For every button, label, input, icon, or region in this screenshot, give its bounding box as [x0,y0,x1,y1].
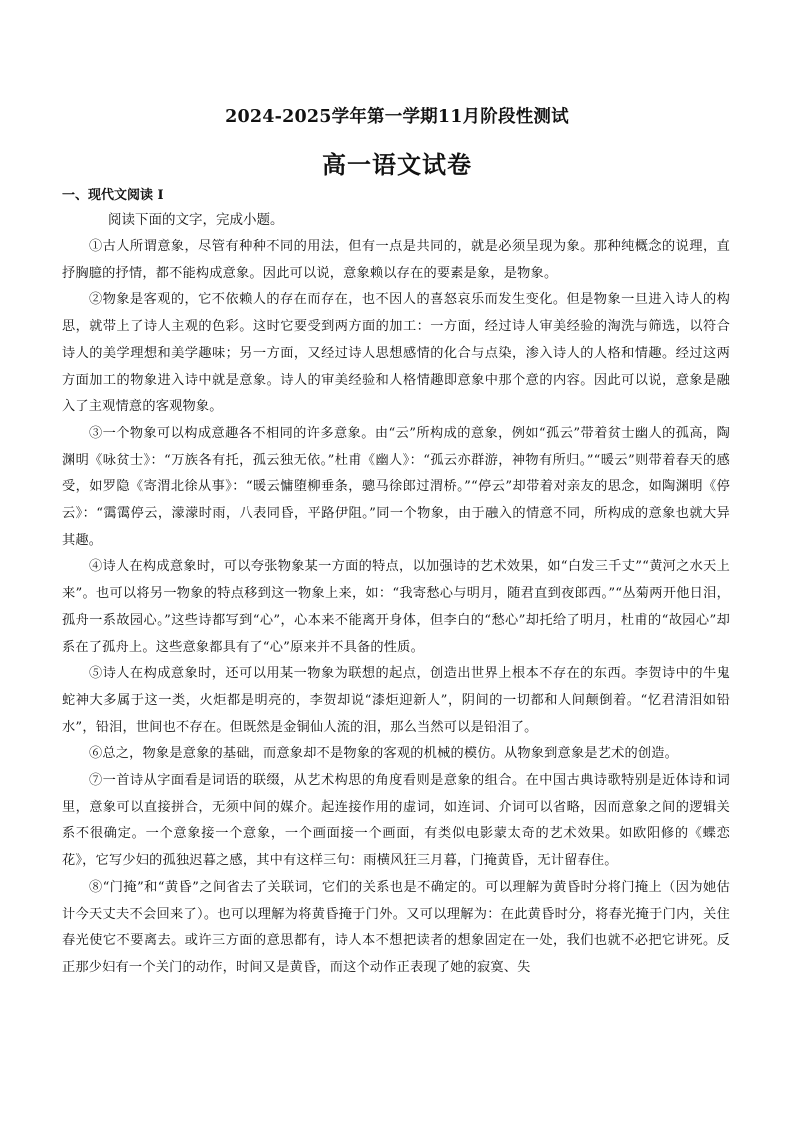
paper-title: 高一语文试卷 [322,150,472,179]
paragraph-6: ⑥总之，物象是意象的基础，而意象却不是物象的客观的机械的模仿。从物象到意象是艺术的创造。 [89,746,679,762]
section-heading: 一、现代文阅读 I [62,188,164,203]
paragraph-5: ⑤诗人在构成意象时，还可以用某一物象为联想的起点，创造出世界上根本不存在的东西。李贺诗中的牛鬼蛇神大多属于这一类，火炬都是明亮的，李贺却说“漆炬迎新人”，阴间的一切都和人间颠倒着。“忆君清泪如铅水”，铅泪，世间也不存在。但既然是金铜仙人流的泪，那么当然可以是铅泪了。 [62,666,730,735]
paragraph-4: ④诗人在构成意象时，可以夸张物象某一方面的特点，以加强诗的艺术效果，如“白发三千丈”“黄河之水天上来”。也可以将另一物象的特点移到这一物象上来，如：“我寄愁心与明月，随君直到夜郎西。”“丛菊两开他日泪，孤舟一系故园心。”这些诗都写到“心”，心本来不能离开身体，但李白的“愁心”却托给了明月，杜甫的“故园心”却系在了孤舟上。这些意象都具有了“心”原来并不具备的性质。 [62,559,730,655]
paragraph-2: ②物象是客观的，它不依赖人的存在而存在，也不因人的喜怒哀乐而发生变化。但是物象一旦进入诗人的构思，就带上了诗人主观的色彩。这时它要受到两方面的加工：一方面，经过诗人审美经验的淘洗与筛选，以符合诗人的美学理想和美学趣味；另一方面，又经过诗人思想感情的化合与点染，渗入诗人的人格和情趣。经过这两方面加工的物象进入诗中就是意象。诗人的审美经验和人格情趣即意象中那个意的内容。因此可以说，意象是融入了主观情意的客观物象。 [62,292,730,415]
paragraph-3: ③一个物象可以构成意趣各不相同的许多意象。由“云”所构成的意象，例如“孤云”带着贫士幽人的孤高，陶渊明《咏贫士》：“万族各有托，孤云独无依。”杜甫《幽人》：“孤云亦群游，神物有所归。”“暖云”则带着春天的感受，如罗隐《寄渭北徐从事》：“暖云慵堕柳垂条，骢马徐郎过渭桥。”“停云”却带着对亲友的思念，如陶渊明《停云》：“霭霭停云，濛濛时雨，八表同昏，平路伊阻。”同一个物象，由于融入的情意不同，所构成的意象也就大异其趣。 [62,425,730,548]
paragraph-8: ⑧“门掩”和“黄昏”之间省去了关联词，它们的关系也是不确定的。可以理解为黄昏时分将门掩上（因为她估计今天丈夫不会回来了）。也可以理解为将黄昏掩于门外。又可以理解为：在此黄昏时分，将春光掩于门内，关住春光使它不要离去。或许三方面的意思都有，诗人本不想把读者的想象固定在一处，我们也就不必把它讲死。反正那少妇有一个关门的动作，时间又是黄昏，而这个动作正表现了她的寂寞、失 [62,879,730,975]
paragraph-1: ①古人所谓意象，尽管有种种不同的用法，但有一点是共同的，就是必须呈现为象。那种纯概念的说理，直抒胸臆的抒情，都不能构成意象。因此可以说，意象赖以存在的要素是象，是物象。 [62,239,730,281]
reading-instruction: 阅读下面的文字，完成小题。 [108,212,284,228]
exam-title: 2024-2025学年第一学期11月阶段性测试 [225,107,569,127]
reading-passage [62,234,730,982]
paragraph-7: ⑦一首诗从字面看是词语的联缀，从艺术构思的角度看则是意象的组合。在中国古典诗歌特别是近体诗和词里，意象可以直接拼合，无须中间的媒介。起连接作用的虚词，如连词、介词可以省略，因而意象之间的逻辑关系不很确定。一个意象接一个意象，一个画面接一个画面，有类似电影蒙太奇的艺术效果。如欧阳修的《蝶恋花》，它写少妇的孤独迟暮之感，其中有这样三句：雨横风狂三月暮，门掩黄昏，无计留春住。 [62,773,730,869]
